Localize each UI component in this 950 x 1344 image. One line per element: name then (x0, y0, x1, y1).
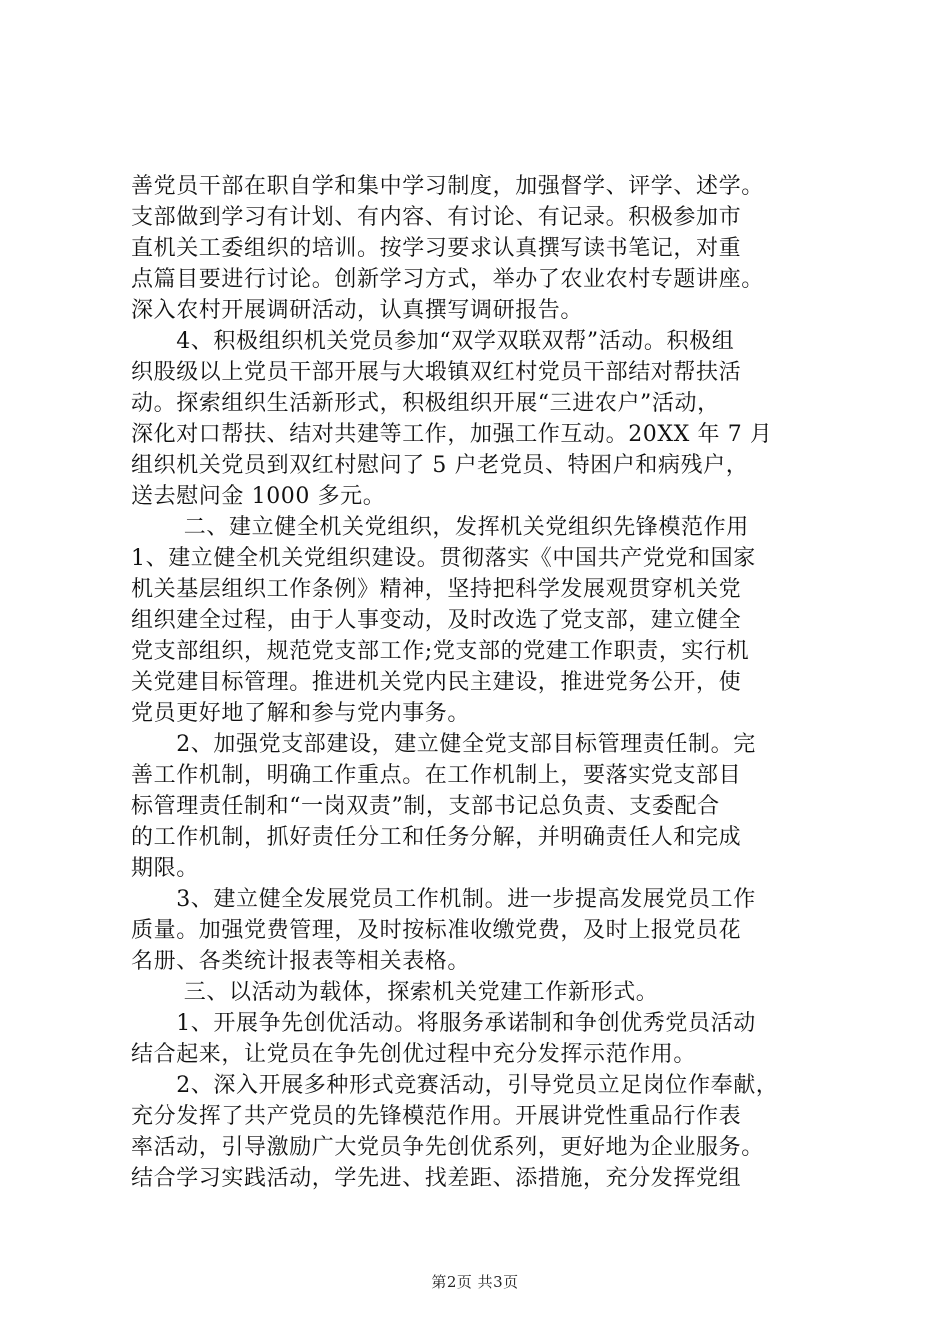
text-line: 党支部组织，规范党支部工作;党支部的党建工作职责，实行机 (131, 639, 750, 664)
text-line: 党员更好地了解和参与党内事务。 (131, 701, 471, 726)
document-body (131, 171, 841, 1194)
text-line: 组织建全过程，由于人事变动，及时改选了党支部，建立健全 (131, 608, 742, 633)
text-line: 2、加强党支部建设，建立健全党支部目标管理责任制。完 (131, 732, 756, 757)
text-line: 织股级以上党员干部开展与大塅镇双红村党员干部结对帮扶活 (131, 360, 742, 385)
text-line: 直机关工委组织的培训。按学习要求认真撰写读书笔记，对重 (131, 236, 742, 261)
text-line: 组织机关党员到双红村慰问了 5 户老党员、特困户和病残户， (131, 453, 749, 478)
text-line: 深入农村开展调研活动，认真撰写调研报告。 (131, 298, 584, 323)
text-line: 的工作机制，抓好责任分工和任务分解，并明确责任人和完成 (131, 825, 742, 850)
text-line: 结合起来，让党员在争先创优过程中充分发挥示范作用。 (131, 1042, 697, 1067)
text-line: 善党员干部在职自学和集中学习制度，加强督学、评学、述学。 (131, 174, 764, 199)
text-line: 充分发挥了共产党员的先锋模范作用。开展讲党性重品行作表 (131, 1104, 742, 1129)
text-line: 1、建立健全机关党组织建设。贯彻落实《中国共产党党和国家 (131, 546, 756, 571)
text-line: 率活动，引导激励广大党员争先创优系列，更好地为企业服务。 (131, 1135, 764, 1160)
text-line: 1、开展争先创优活动。将服务承诺制和争创优秀党员活动 (131, 1011, 756, 1036)
text-line: 标管理责任制和“一岗双责”制，支部书记总负责、支委配合 (131, 794, 720, 819)
text-line: 动。探索组织生活新形式，积极组织开展“三进农户”活动， (131, 391, 720, 416)
text-line: 善工作机制，明确工作重点。在工作机制上，要落实党支部目 (131, 763, 742, 788)
page-footer: 第2页 共3页 (431, 1273, 519, 1291)
text-line: 点篇目要进行讨论。创新学习方式，举办了农业农村专题讲座。 (131, 267, 764, 292)
text-line: 结合学习实践活动，学先进、找差距、添措施，充分发挥党组 (131, 1166, 742, 1191)
text-line: 4、积极组织机关党员参加“双学双联双帮”活动。积极组 (131, 329, 735, 354)
text-line: 送去慰问金 1000 多元。 (131, 484, 386, 509)
text-line: 3、建立健全发展党员工作机制。进一步提高发展党员工作 (131, 887, 756, 912)
text-line: 支部做到学习有计划、有内容、有讨论、有记录。积极参加市 (131, 205, 742, 230)
text-line: 关党建目标管理。推进机关党内民主建设，推进党务公开，使 (131, 670, 742, 695)
text-line: 质量。加强党费管理，及时按标准收缴党费，及时上报党员花 (131, 918, 742, 943)
text-line: 机关基层组织工作条例》精神，坚持把科学发展观贯穿机关党 (131, 577, 742, 602)
text-line: 期限。 (131, 856, 199, 881)
text-line: 2、深入开展多种形式竞赛活动，引导党员立足岗位作奉献， (131, 1073, 779, 1098)
section-heading: 二、建立健全机关党组织，发挥机关党组织先锋模范作用 (131, 515, 749, 540)
text-line: 深化对口帮扶、结对共建等工作，加强工作互动。20XX 年 7 月 (131, 422, 773, 447)
section-heading: 三、以活动为载体，探索机关党建工作新形式。 (131, 980, 659, 1005)
text-line: 名册、各类统计报表等相关表格。 (131, 949, 471, 974)
